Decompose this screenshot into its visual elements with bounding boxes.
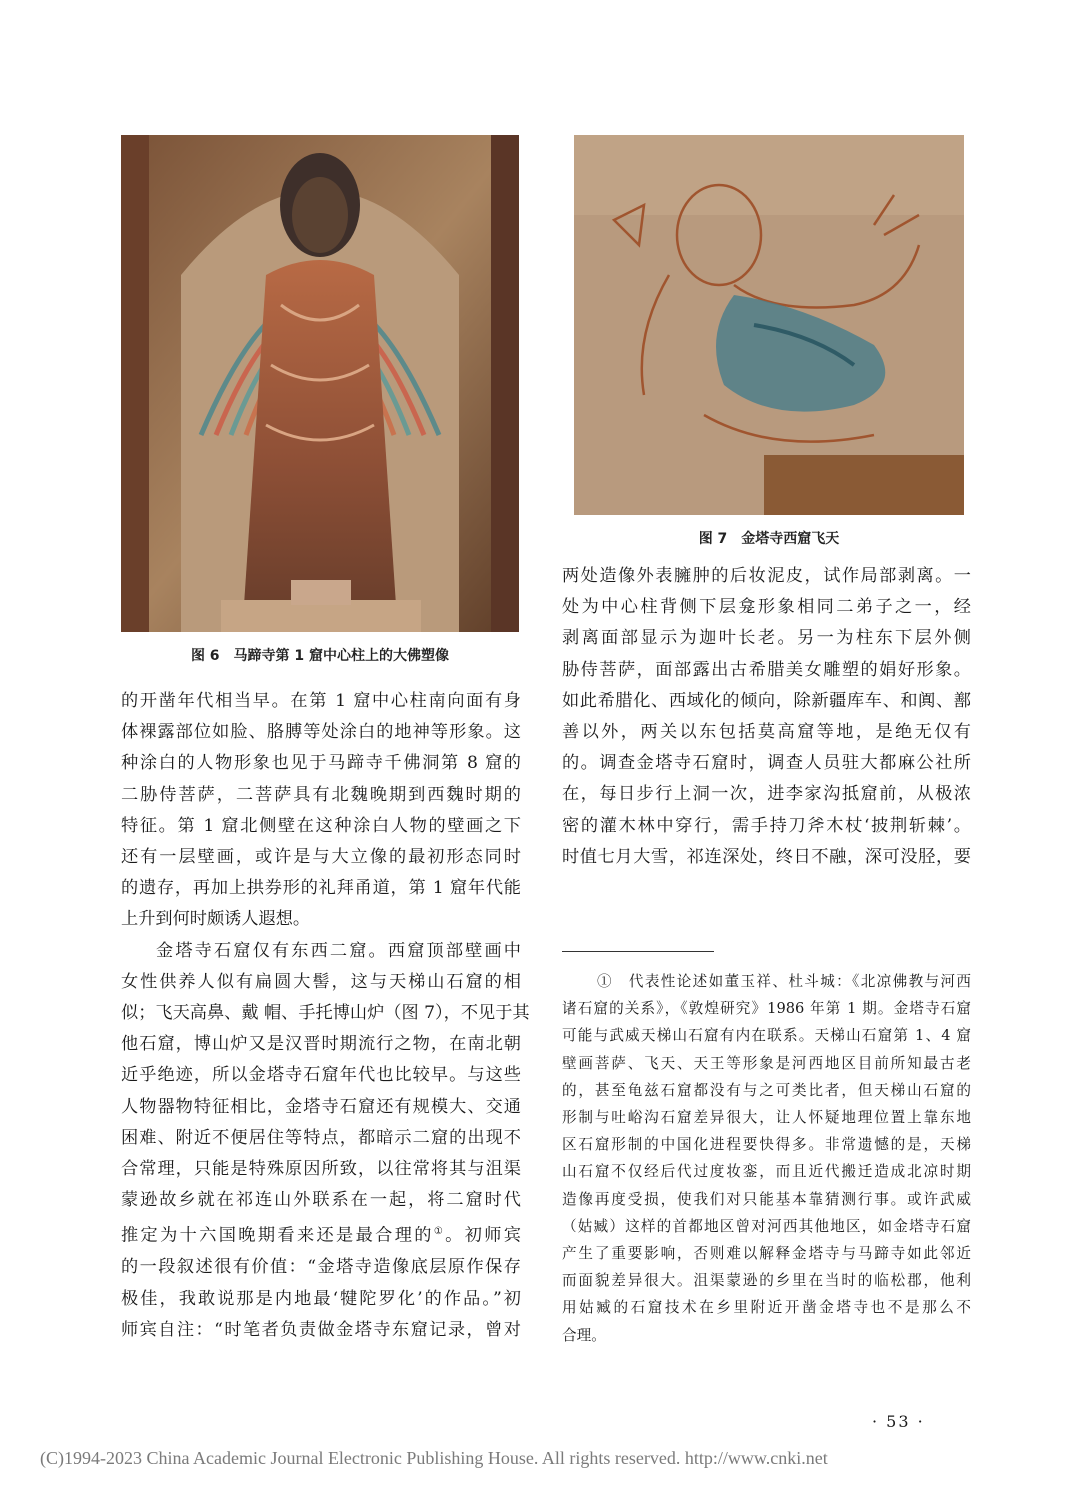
footnote-reference[interactable]: ① bbox=[433, 1226, 446, 1238]
footnote-line: 的，甚至龟兹石窟都没有与之可类比者，但天梯山石窟的 bbox=[562, 1081, 971, 1099]
text-line: 合常理，只能是特殊原因所致，以往常将其与沮渠 bbox=[121, 1159, 521, 1180]
footnote-line: ① 代表性论述如董玉祥、杜斗城：《北凉佛教与河西 bbox=[597, 973, 971, 990]
text-line: 蒙逊故乡就在祁连山外联系在一起，将二窟时代 bbox=[121, 1190, 521, 1211]
footnote-line: 可能与武威天梯山石窟有内在联系。天梯山石窟第 1、4 窟 bbox=[562, 1027, 971, 1045]
footnote-line: 用姑臧的石窟技术在乡里附近开凿金塔寺也不是那么不 bbox=[562, 1299, 971, 1317]
footnote-line: 造像再度受损，使我们对只能基本靠猜测行事。或许武威 bbox=[562, 1190, 971, 1208]
text-line: 极佳，我敢说那是内地最‘犍陀罗化’的作品。”初 bbox=[121, 1288, 521, 1309]
footnote bbox=[562, 968, 971, 1349]
text-line: 他石窟，博山炉又是汉晋时期流行之物，在南北朝 bbox=[121, 1034, 521, 1055]
footnote-line: 山石窟不仅经后代过度妆銮，而且近代搬迁造成北凉时期 bbox=[562, 1163, 971, 1181]
footnote-line: （姑臧）这样的首都地区曾对河西其他地区，如金塔寺石窟 bbox=[562, 1217, 971, 1235]
text-line: 的。调查金塔寺石窟时，调查人员驻大都麻公社所 bbox=[562, 753, 971, 774]
apsara-mural-illustration bbox=[574, 135, 964, 515]
text-line-with-footnote bbox=[121, 1216, 521, 1252]
text-line: 的开凿年代相当早。在第 1 窟中心柱南向面有身 bbox=[121, 691, 521, 711]
figure-6-buddha-statue-photo bbox=[121, 135, 519, 632]
text-segment: 推定为十六国晚期看来还是最合理的 bbox=[121, 1226, 434, 1247]
page-number: · 53 · bbox=[872, 1412, 925, 1431]
footnote-line: 而面貌差异很大。沮渠蒙逊的乡里在当时的临松郡，他利 bbox=[562, 1272, 971, 1290]
text-line: 在，每日步行上洞一次，进李家沟抵窟前，从极浓 bbox=[562, 784, 971, 805]
footnote-line: 区石窟形制的中国化进程要快得多。非常遗憾的是，天梯 bbox=[562, 1136, 971, 1154]
text-line: 近乎绝迹，所以金塔寺石窟年代也比较早。与这些 bbox=[121, 1065, 521, 1086]
paragraph-2 bbox=[121, 936, 530, 1346]
text-line: 善以外，两关以东包括莫高窟等地，是绝无仅有 bbox=[562, 722, 971, 743]
text-line: 金塔寺石窟仅有东西二窟。西窟顶部壁画中 bbox=[156, 940, 521, 961]
text-line: 剥离面部显示为迦叶长老。另一为柱东下层外侧 bbox=[562, 628, 971, 649]
left-column-text bbox=[121, 686, 530, 1346]
text-line: 体裸露部位如脸、胳膊等处涂白的地神等形象。这 bbox=[121, 722, 521, 743]
figure-7-apsara-mural-photo bbox=[574, 135, 964, 515]
figure-7-caption: 图 7 金塔寺西窟飞天 bbox=[698, 531, 840, 547]
footnote-line: 产生了重要影响，否则难以解释金塔寺与马蹄寺如此邻近 bbox=[562, 1245, 971, 1263]
text-line: 女性供养人似有扁圆大髻，这与天梯山石窟的相 bbox=[121, 971, 521, 992]
footnote-divider bbox=[562, 951, 714, 952]
text-line: 胁侍菩萨，面部露出古希腊美女雕塑的娟好形象。 bbox=[562, 659, 971, 680]
text-line: 如此希腊化、西域化的倾向，除新疆库车、和阗、鄯 bbox=[562, 690, 971, 711]
text-line: 二胁侍菩萨，二菩萨具有北魏晚期到西魏时期的 bbox=[121, 784, 521, 805]
copyright-notice: (C)1994-2023 China Academic Journal Electronic Publishing House. All rights reserved. http://www.cnki.net bbox=[40, 1448, 828, 1468]
paragraph-3 bbox=[562, 561, 971, 873]
text-line: 似；飞天高鼻、戴 帽、手托博山炉（图 7），不见于其 bbox=[121, 1003, 530, 1024]
text-line: 两处造像外表臃肿的后妆泥皮，试作局部剥离。一 bbox=[562, 566, 971, 586]
right-column-text bbox=[562, 561, 971, 873]
text-line: 种涂白的人物形象也见于马蹄寺千佛洞第 8 窟的 bbox=[121, 753, 521, 774]
text-line: 困难、附近不便居住等特点，都暗示二窟的出现不 bbox=[121, 1127, 521, 1148]
text-line: 特征。第 1 窟北侧壁在这种涂白人物的壁画之下 bbox=[121, 815, 521, 836]
footnote-line: 合理。 bbox=[562, 1326, 606, 1344]
text-line: 的遗存，再加上拱券形的礼拜甬道，第 1 窟年代能 bbox=[121, 878, 521, 899]
text-line: 的一段叙述很有价值：“金塔寺造像底层原作保存 bbox=[121, 1257, 521, 1278]
text-line: 处为中心柱背侧下层龛形象相同二弟子之一，经 bbox=[562, 597, 971, 618]
paragraph-1 bbox=[121, 686, 521, 936]
text-segment: 。初师宾 bbox=[445, 1226, 521, 1247]
text-line: 还有一层壁画，或许是与大立像的最初形态同时 bbox=[121, 847, 521, 868]
text-line: 密的灌木林中穿行，需手持刀斧木杖‘披荆斩棘’。 bbox=[562, 815, 971, 836]
figure-6-caption: 图 6 马蹄寺第 1 窟中心柱上的大佛塑像 bbox=[190, 648, 450, 664]
footnote-line: 壁画菩萨、飞天、天王等形象是河西地区目前所知最古老 bbox=[562, 1054, 971, 1072]
text-line: 人物器物特征相比，金塔寺石窟还有规模大、交通 bbox=[121, 1096, 521, 1117]
footnote-line: 诸石窟的关系》，《敦煌研究》1986 年第 1 期。金塔寺石窟 bbox=[562, 1000, 971, 1018]
text-line: 时值七月大雪，祁连深处，终日不融，深可没胫，要 bbox=[562, 846, 971, 867]
text-line: 上升到何时颇诱人遐想。 bbox=[121, 909, 311, 930]
footnote-line: 形制与吐峪沟石窟差异很大，让人怀疑地理位置上靠东地 bbox=[562, 1109, 971, 1127]
text-line: 师宾自注：“时笔者负责做金塔寺东窟记录，曾对 bbox=[121, 1319, 521, 1340]
buddha-statue-illustration bbox=[121, 135, 519, 632]
